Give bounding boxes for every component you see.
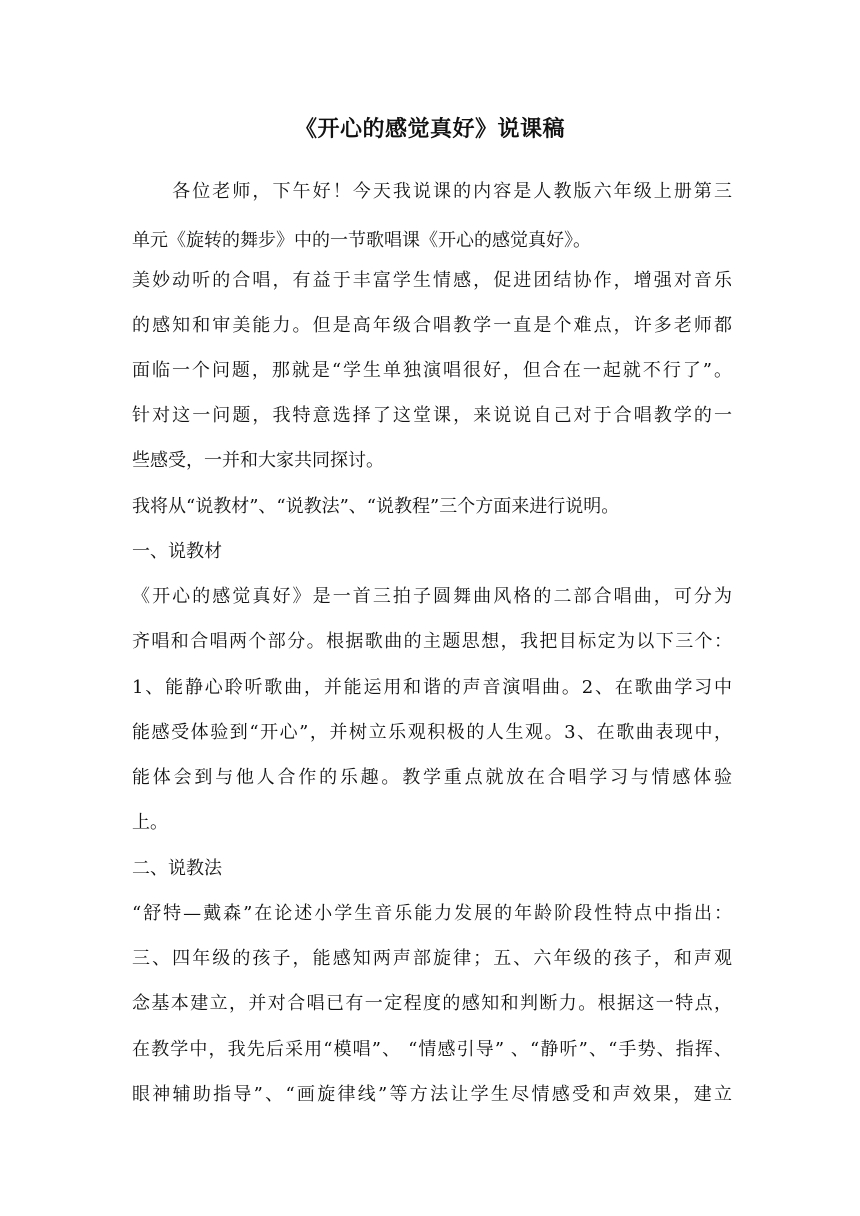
paragraph-line: 我将从“说教材”、“说教法”、“说教程”三个方面来进行说明。 [132, 496, 620, 517]
paragraph-line: 针对这一问题，我特意选择了这堂课，来说说自己对于合唱教学的一 [132, 405, 732, 426]
paragraph-line: 能感受体验到“开心”，并树立乐观积极的人生观。3、在歌曲表现中， [132, 722, 732, 743]
paragraph-line: 《开心的感觉真好》是一首三拍子圆舞曲风格的二部合唱曲，可分为 [132, 586, 732, 607]
paragraph-line: 上。 [132, 812, 168, 833]
document-title: 《开心的感觉真好》说课稿 [294, 116, 565, 142]
paragraph-line: 能体会到与他人合作的乐趣。教学重点就放在合唱学习与情感体验 [132, 767, 732, 788]
paragraph-line: “舒特—戴森”在论述小学生音乐能力发展的年龄阶段性特点中指出： [132, 903, 732, 924]
section-heading: 二、说教法 [132, 858, 222, 879]
paragraph-line: 的感知和审美能力。但是高年级合唱教学一直是个难点，许多老师都 [132, 315, 732, 336]
paragraph-line: 三、四年级的孩子，能感知两声部旋律；五、六年级的孩子，和声观 [132, 948, 732, 969]
section-heading: 一、说教材 [132, 541, 222, 562]
paragraph-line: 在教学中，我先后采用“模唱”、 “情感引导” 、“静听”、“手势、指挥、 [132, 1039, 732, 1060]
paragraph-line: 各位老师，下午好！今天我说课的内容是人教版六年级上册第三 [132, 181, 732, 202]
paragraph-line: 美妙动听的合唱，有益于丰富学生情感，促进团结协作，增强对音乐 [132, 270, 732, 291]
paragraph-line: 面临一个问题，那就是“学生单独演唱很好，但合在一起就不行了”。 [132, 360, 732, 381]
paragraph-line: 齐唱和合唱两个部分。根据歌曲的主题思想，我把目标定为以下三个： [132, 631, 732, 652]
paragraph-line: 些感受，一并和大家共同探讨。 [132, 450, 384, 471]
paragraph-line: 1、能静心聆听歌曲，并能运用和谐的声音演唱曲。2、在歌曲学习中 [132, 677, 732, 698]
paragraph-line: 念基本建立，并对合唱已有一定程度的感知和判断力。根据这一特点， [132, 993, 732, 1014]
paragraph-line: 眼神辅助指导”、“画旋律线”等方法让学生尽情感受和声效果，建立 [132, 1084, 732, 1105]
paragraph-line: 单元《旋转的舞步》中的一节歌唱课《开心的感觉真好》。 [132, 230, 591, 251]
